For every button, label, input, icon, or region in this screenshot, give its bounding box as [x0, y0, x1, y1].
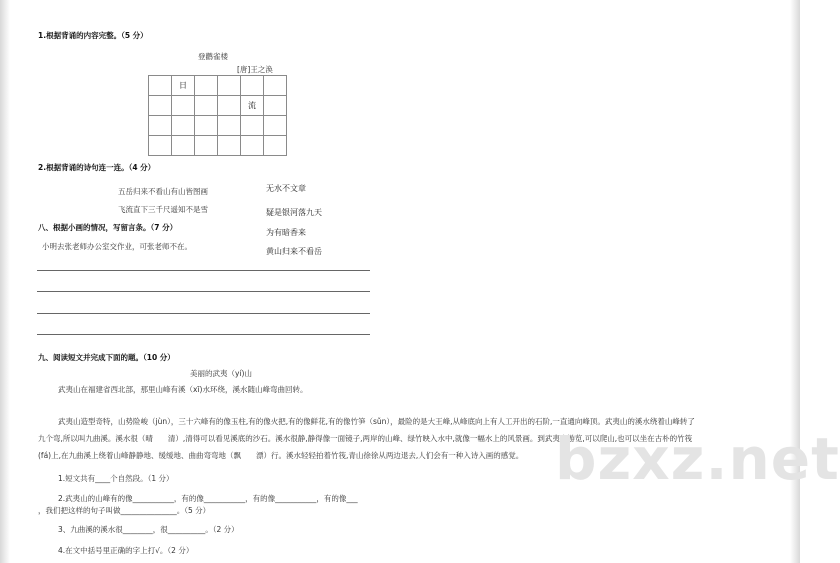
q2-right-item[interactable]: 黄山归来不看岳: [266, 247, 322, 256]
q9-question-3: 3、九曲溪的溪水很________，很__________。（2 分）: [58, 525, 239, 534]
q9-question-4: 4.在文中括号里正确的字上打√。（2 分）: [58, 546, 194, 555]
grid-cell[interactable]: [172, 96, 195, 116]
grid-cell[interactable]: 日: [172, 76, 195, 96]
poem-author: [唐]王之涣: [237, 65, 273, 74]
q2-right-item[interactable]: 为有暗香来: [266, 228, 306, 237]
q9-question-2-cont: ，我们把这样的句子叫做_______________。（5 分）: [38, 506, 211, 515]
grid-cell[interactable]: [149, 116, 172, 136]
grid-row: [149, 136, 287, 156]
grid-cell[interactable]: [241, 116, 264, 136]
grid-cell[interactable]: [264, 136, 287, 156]
q8-title: 八、根据小画的情况，写留言条。（7 分）: [38, 223, 178, 232]
watermark: bzxz.net: [555, 425, 840, 493]
grid-cell[interactable]: [218, 96, 241, 116]
grid-row: [149, 96, 287, 116]
q2-title: 2.根据背诵的诗句连一连。（4 分）: [38, 163, 156, 172]
grid-cell[interactable]: [149, 96, 172, 116]
grid-cell[interactable]: [195, 96, 218, 116]
grid-cell[interactable]: [264, 76, 287, 96]
q9-question-2: 2.武夷山的山峰有的像___________，有的像___________，有的像___________，有的像___: [58, 494, 358, 503]
grid-cell[interactable]: [195, 116, 218, 136]
grid-cell[interactable]: [218, 136, 241, 156]
grid-cell[interactable]: [241, 76, 264, 96]
q2-left-item[interactable]: 飞流直下三千尺遥知不是雪: [118, 205, 208, 214]
poem-grid: [148, 75, 287, 156]
answer-line[interactable]: [37, 313, 370, 314]
grid-row: [149, 116, 287, 136]
q9-question-1: 1.短文共有____个自然段。（1 分）: [58, 474, 174, 483]
grid-cell[interactable]: [149, 76, 172, 96]
grid-cell[interactable]: [172, 136, 195, 156]
passage-paragraph-1: 武夷山在福建省西北部，那里山峰有溪（xī)水环绕，溪水随山峰弯曲回转。: [58, 385, 308, 394]
grid-cell[interactable]: [264, 96, 287, 116]
answer-line[interactable]: [37, 334, 370, 335]
passage-title: 美丽的武夷（yí)山: [190, 369, 252, 378]
grid-cell[interactable]: [149, 136, 172, 156]
q1-title: 1.根据背诵的内容完整。（5 分）: [38, 31, 148, 40]
page-shadow-left: [0, 0, 10, 563]
grid-cell[interactable]: [264, 116, 287, 136]
passage-paragraph-2-line: (fá)上,在九曲溪上绕着山峰静静地、缓缓地、曲曲弯弯地（飘 漂）行。溪水轻轻拍着竹筏,青山徐徐从两边退去,人们会有一种入诗入画的感觉。: [38, 451, 524, 460]
grid-cell[interactable]: [241, 136, 264, 156]
answer-line[interactable]: [37, 270, 370, 271]
q9-title: 九、阅读短文并完成下面的题。（10 分）: [38, 353, 175, 362]
grid-cell[interactable]: [195, 76, 218, 96]
poem-title: 登鹳雀楼: [198, 52, 228, 61]
grid-cell[interactable]: 流: [241, 96, 264, 116]
answer-line[interactable]: [37, 291, 370, 292]
q2-left-item[interactable]: 五岳归来不看山有山皆图画: [118, 187, 208, 196]
q2-right-item[interactable]: 疑是银河落九天: [266, 208, 322, 217]
passage-paragraph-2-line: 九个弯,所以叫九曲溪。溪水很（晴 清）,清得可以看见溪底的沙石。溪水很静,静得像一面镜子,两岸的山峰、绿竹映入水中,就像一幅水上的风景画。到武夷山游览,可以爬山,也可以坐在古朴的竹筏: [38, 434, 693, 443]
passage-paragraph-2-line: 武夷山造型奇特，山势险峻（jùn），三十六峰有的像玉柱,有的像火把,有的像鲜花,有的像竹笋（sǔn），最险的是大王峰,从峰底向上有人工开出的石阶,一直通向峰顶。武夷山的溪水绕着山峰转了: [58, 417, 695, 426]
grid-cell[interactable]: [218, 116, 241, 136]
grid-cell[interactable]: [218, 76, 241, 96]
grid-cell[interactable]: [195, 136, 218, 156]
grid-row: [149, 76, 287, 96]
q2-right-item[interactable]: 无水不文章: [266, 184, 306, 193]
grid-cell[interactable]: [172, 116, 195, 136]
q8-prompt: 小明去张老师办公室交作业，可张老师不在。: [42, 242, 192, 251]
